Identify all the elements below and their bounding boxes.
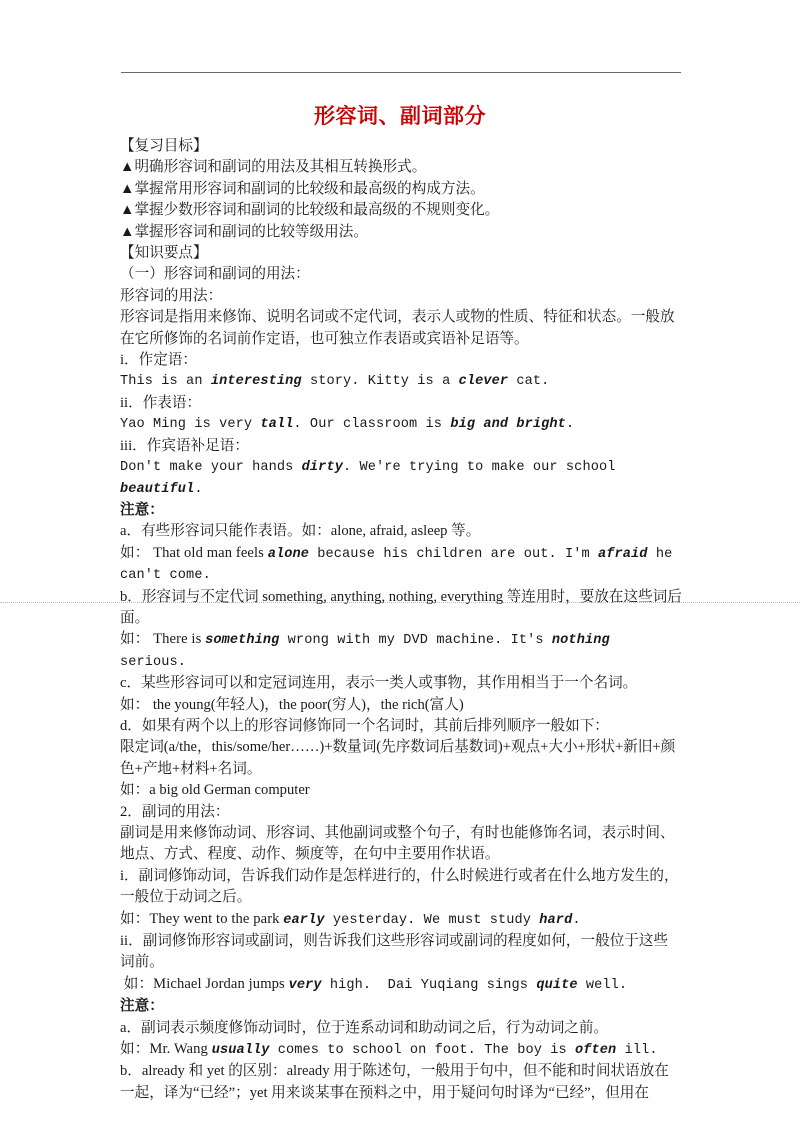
example-predicative <box>120 414 682 435</box>
adverb-item-ii: ii．副词修饰形容词或副词，则告诉我们这些形容词或副词的程度如何，一般位于这些词前。 <box>120 933 669 971</box>
example-text: Yao Ming is very <box>120 417 261 433</box>
note-b: b．形容词与不定代词 something, anything, nothing, everything 等连用时，要放在这些词后面。 <box>120 588 682 626</box>
example-text: 如： That old man feels <box>120 544 268 561</box>
example-text: . <box>572 912 581 928</box>
note-c-example: 如： the young(年轻人)，the poor(穷人)，the rich(富人) <box>120 696 464 713</box>
part-one-heading: （一）形容词和副词的用法： <box>120 266 310 283</box>
top-horizontal-rule <box>121 72 681 73</box>
example-text: . <box>565 417 575 433</box>
example-text: . We're trying to make our school <box>342 460 624 476</box>
example-attributive <box>120 371 682 392</box>
emphasis-term: interesting <box>210 374 302 390</box>
goal-item-2: ▲掌握常用形容词和副词的比较级和最高级的构成方法。 <box>120 180 485 197</box>
goal-item-3: ▲掌握少数形容词和副词的比较级和最高级的不规则变化。 <box>120 202 500 219</box>
example-text: wrong with my DVD machine. It's <box>279 633 552 649</box>
goal-item-1: ▲明确形容词和副词的用法及其相互转换形式。 <box>120 159 427 176</box>
example-text: story. Kitty is a <box>301 374 459 390</box>
adverb-usage-body: 副词是用来修饰动词、形容词、其他副词或整个句子，有时也能修饰名词，表示时间、地点、方式、程度、动作、频度等，在句中主要用作状语。 <box>120 825 675 863</box>
note-d-example: 如：a big old German computer <box>120 782 310 799</box>
document-body <box>120 136 682 1104</box>
note-heading-adjectives: 注意： <box>120 501 164 518</box>
emphasis-term: hard <box>539 912 573 928</box>
emphasis-term: clever <box>458 374 509 390</box>
example-text: cat. <box>508 374 550 390</box>
example-text: yesterday. We must study <box>324 912 540 928</box>
example-text: because his children are out. I'm <box>309 546 599 562</box>
emphasis-term: dirty <box>301 460 343 476</box>
note-adverb-a: a．副词表示频度修饰动词时，位于连系动词和助动词之后，行为动词之前。 <box>120 1019 609 1036</box>
example-text: he can't come. <box>120 546 681 584</box>
adverb-item-ii-example <box>120 974 682 996</box>
note-adverb-a-example <box>120 1039 682 1061</box>
item-i-label: i．作定语： <box>120 352 198 369</box>
page-title: 形容词、副词部分 <box>314 105 486 128</box>
note-d-order: 限定词(a/the，this/some/her……)+数量词(先序数词后基数词)+观点+大小+形状+新旧+颜色+产地+材料+名词。 <box>120 739 676 777</box>
emphasis-term: afraid <box>598 546 648 562</box>
emphasis-term: usually <box>211 1043 270 1059</box>
example-text: This is an <box>120 374 211 390</box>
emphasis-term: very <box>288 977 322 993</box>
adverb-item-i-example <box>120 909 682 931</box>
goal-item-4: ▲掌握形容词和副词的比较等级用法。 <box>120 223 368 240</box>
item-iii-label: iii．作宾语补足语： <box>120 437 249 454</box>
note-adverb-b: b．already 和 yet 的区别：already 用于陈述句，一般用于句中，但不能和时间状语放在一起，译为“已经”；yet 用来谈某事在预料之中，用于疑问句时译为“已经”，但用在 <box>120 1063 669 1101</box>
example-text: . <box>194 481 203 497</box>
emphasis-term: beautiful <box>120 481 195 497</box>
example-text: high. Dai Yuqiang sings <box>321 977 537 993</box>
example-text: well. <box>577 977 628 993</box>
note-heading-adverbs: 注意： <box>120 998 164 1015</box>
example-text: 如：Michael Jordan jumps <box>120 975 289 992</box>
example-text: 如： There is <box>120 631 206 648</box>
adverb-item-i: i．副词修饰动词，告诉我们动作是怎样进行的，什么时候进行或者在什么地方发生的，一般位于动词之后。 <box>120 867 679 906</box>
emphasis-term: quite <box>536 977 578 993</box>
note-a: a．有些形容词只能作表语。如：alone, afraid, asleep 等。 <box>120 523 481 540</box>
example-object-complement <box>120 457 682 500</box>
note-d: d．如果有两个以上的形容词修饰同一个名词时，其前后排列顺序一般如下： <box>120 717 609 734</box>
emphasis-term: nothing <box>551 633 610 649</box>
example-text: 如：They went to the park <box>120 910 284 927</box>
example-text: 如：Mr. Wang <box>120 1041 212 1058</box>
adverb-usage-heading: 2．副词的用法： <box>120 803 230 820</box>
item-ii-label: ii．作表语： <box>120 394 202 411</box>
goals-heading: 【复习目标】 <box>120 138 208 154</box>
note-a-example <box>120 543 682 587</box>
knowledge-points-heading: 【知识要点】 <box>120 245 208 262</box>
example-text: Don't make your hands <box>120 460 302 476</box>
example-text: comes to school on foot. The boy is <box>269 1043 576 1059</box>
adjective-usage-body: 形容词是指用来修饰、说明名词或不定代词，表示人或物的性质、特征和状态。一般放在它所修饰的名词前作定语，也可独立作表语或宾语补足语等。 <box>120 309 675 347</box>
adjective-usage-heading: 形容词的用法： <box>120 287 223 304</box>
note-c: c．某些形容词可以和定冠词连用，表示一类人或事物，其作用相当于一个名词。 <box>120 675 638 692</box>
emphasis-term: big and bright <box>450 417 566 433</box>
emphasis-term: early <box>283 912 325 928</box>
example-text: . Our classroom is <box>293 417 451 433</box>
emphasis-term: often <box>575 1043 617 1059</box>
emphasis-term: tall <box>260 417 294 433</box>
note-b-example <box>120 629 682 673</box>
example-text: serious. <box>120 633 618 670</box>
emphasis-term: alone <box>267 546 309 562</box>
emphasis-term: something <box>205 633 280 649</box>
example-text: ill. <box>616 1043 658 1059</box>
